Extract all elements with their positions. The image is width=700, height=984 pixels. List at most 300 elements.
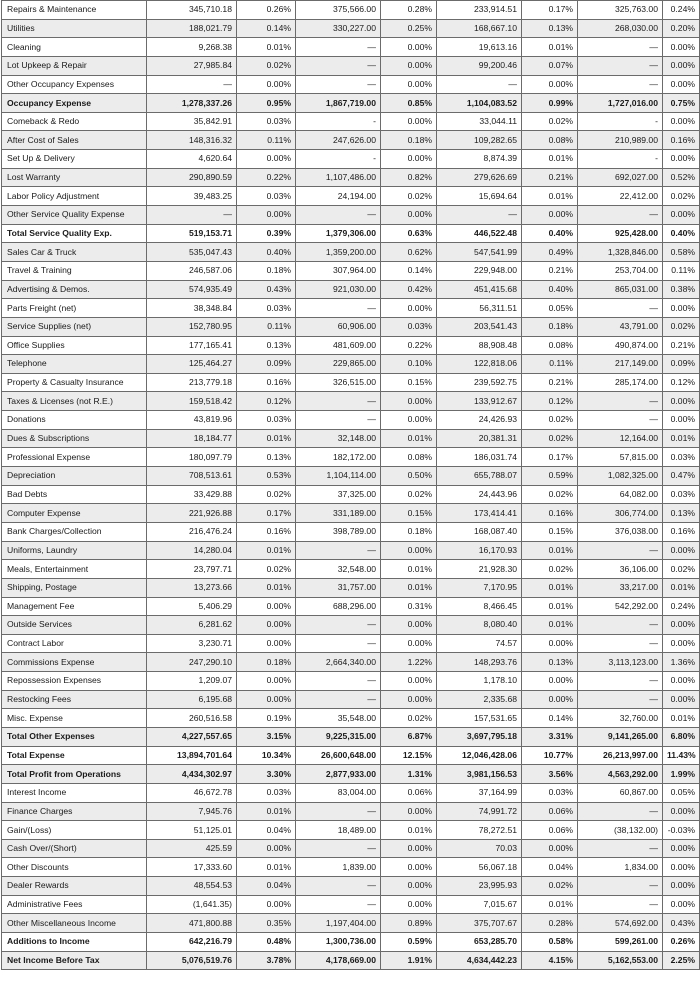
col-amount-2: — (296, 690, 381, 709)
row-label: Misc. Expense (2, 709, 147, 728)
col-amount-4: 36,106.00 (578, 560, 663, 579)
col-amount-1: 148,316.32 (147, 131, 237, 150)
col-percent-4: 0.03% (663, 485, 700, 504)
col-percent-1: 0.12% (237, 392, 296, 411)
col-amount-1: 38,348.84 (147, 299, 237, 318)
row-label: Contract Labor (2, 634, 147, 653)
col-percent-4: 0.00% (663, 616, 700, 635)
table-row (2, 709, 700, 728)
table-row (2, 299, 700, 318)
col-percent-4: 0.02% (663, 560, 700, 579)
col-amount-3: 1,104,083.52 (437, 94, 522, 113)
col-amount-3: 173,414.41 (437, 504, 522, 523)
col-amount-4: — (578, 839, 663, 858)
col-percent-1: 0.00% (237, 75, 296, 94)
col-percent-3: 0.03% (522, 783, 578, 802)
col-percent-2: 0.02% (381, 485, 437, 504)
col-amount-4: — (578, 56, 663, 75)
col-amount-3: 547,541.99 (437, 243, 522, 262)
row-label: Net Income Before Tax (2, 951, 147, 970)
col-amount-2: — (296, 411, 381, 430)
col-amount-3: 3,697,795.18 (437, 727, 522, 746)
table-row (2, 150, 700, 169)
col-percent-2: 0.06% (381, 783, 437, 802)
col-percent-2: 6.87% (381, 727, 437, 746)
col-percent-4: 0.13% (663, 504, 700, 523)
row-label: Set Up & Delivery (2, 150, 147, 169)
col-amount-3: 74.57 (437, 634, 522, 653)
col-amount-3: 12,046,428.06 (437, 746, 522, 765)
row-label: Repossession Expenses (2, 672, 147, 691)
col-percent-1: 0.03% (237, 299, 296, 318)
col-amount-1: 519,153.71 (147, 224, 237, 243)
row-label: Lost Warranty (2, 168, 147, 187)
col-amount-2: 35,548.00 (296, 709, 381, 728)
col-amount-2: 247,626.00 (296, 131, 381, 150)
table-row (2, 578, 700, 597)
col-amount-4: — (578, 802, 663, 821)
col-amount-4: — (578, 299, 663, 318)
row-label: Repairs & Maintenance (2, 1, 147, 20)
col-percent-2: 0.31% (381, 597, 437, 616)
col-percent-2: 0.02% (381, 709, 437, 728)
col-amount-3: 37,164.99 (437, 783, 522, 802)
col-amount-1: 27,985.84 (147, 56, 237, 75)
col-amount-2: 1,379,306.00 (296, 224, 381, 243)
col-amount-4: 253,704.00 (578, 261, 663, 280)
col-percent-2: 0.01% (381, 560, 437, 579)
col-amount-4: 1,834.00 (578, 858, 663, 877)
table-row (2, 206, 700, 225)
col-amount-2: 1,300,736.00 (296, 933, 381, 952)
col-amount-1: 43,819.96 (147, 411, 237, 430)
col-percent-4: 0.01% (663, 709, 700, 728)
col-amount-4: 64,082.00 (578, 485, 663, 504)
col-percent-4: 0.00% (663, 299, 700, 318)
col-percent-4: 2.25% (663, 951, 700, 970)
col-amount-4: 60,867.00 (578, 783, 663, 802)
col-percent-1: 0.11% (237, 131, 296, 150)
col-percent-1: 0.04% (237, 877, 296, 896)
table-row (2, 951, 700, 970)
col-percent-2: 0.01% (381, 429, 437, 448)
table-row (2, 597, 700, 616)
col-percent-2: 0.62% (381, 243, 437, 262)
row-label: Additions to Income (2, 933, 147, 952)
table-row (2, 355, 700, 374)
table-row (2, 467, 700, 486)
col-percent-2: 0.08% (381, 448, 437, 467)
col-amount-1: (1,641.35) (147, 895, 237, 914)
col-amount-3: 109,282.65 (437, 131, 522, 150)
col-amount-1: 4,620.64 (147, 150, 237, 169)
row-label: Computer Expense (2, 504, 147, 523)
col-percent-4: 0.00% (663, 672, 700, 691)
col-percent-4: 0.12% (663, 373, 700, 392)
col-percent-2: 0.82% (381, 168, 437, 187)
col-percent-4: 0.00% (663, 802, 700, 821)
col-amount-3: 70.03 (437, 839, 522, 858)
col-amount-3: 1,178.10 (437, 672, 522, 691)
col-percent-3: 0.00% (522, 690, 578, 709)
col-percent-4: 6.80% (663, 727, 700, 746)
col-amount-3: 15,694.64 (437, 187, 522, 206)
col-amount-1: 3,230.71 (147, 634, 237, 653)
table-row (2, 690, 700, 709)
col-percent-2: 0.85% (381, 94, 437, 113)
col-amount-1: 708,513.61 (147, 467, 237, 486)
col-amount-3: 186,031.74 (437, 448, 522, 467)
col-amount-1: 17,333.60 (147, 858, 237, 877)
col-amount-3: 3,981,156.53 (437, 765, 522, 784)
col-percent-1: 0.11% (237, 317, 296, 336)
col-amount-1: 9,268.38 (147, 38, 237, 57)
table-row (2, 933, 700, 952)
col-amount-3: 24,426.93 (437, 411, 522, 430)
col-percent-2: 0.00% (381, 206, 437, 225)
col-percent-2: 0.89% (381, 914, 437, 933)
col-amount-3: 8,466.45 (437, 597, 522, 616)
col-amount-2: — (296, 75, 381, 94)
col-percent-4: 0.16% (663, 522, 700, 541)
col-percent-1: 0.09% (237, 355, 296, 374)
col-amount-4: — (578, 75, 663, 94)
col-amount-2: 37,325.00 (296, 485, 381, 504)
col-percent-2: 0.00% (381, 877, 437, 896)
col-amount-2: — (296, 299, 381, 318)
col-amount-1: 180,097.79 (147, 448, 237, 467)
row-label: Bank Charges/Collection (2, 522, 147, 541)
col-amount-1: 14,280.04 (147, 541, 237, 560)
col-percent-3: 0.00% (522, 75, 578, 94)
col-percent-1: 0.17% (237, 504, 296, 523)
col-amount-1: 35,842.91 (147, 112, 237, 131)
col-percent-3: 0.00% (522, 206, 578, 225)
row-label: Meals, Entertainment (2, 560, 147, 579)
row-label: Travel & Training (2, 261, 147, 280)
col-amount-3: 33,044.11 (437, 112, 522, 131)
col-percent-1: 0.40% (237, 243, 296, 262)
table-row (2, 802, 700, 821)
col-amount-3: 16,170.93 (437, 541, 522, 560)
col-percent-3: 0.21% (522, 261, 578, 280)
col-amount-1: 6,281.62 (147, 616, 237, 635)
col-amount-3: 122,818.06 (437, 355, 522, 374)
col-amount-1: 290,890.59 (147, 168, 237, 187)
row-label: Cleaning (2, 38, 147, 57)
col-percent-2: 0.00% (381, 895, 437, 914)
col-percent-4: 0.47% (663, 467, 700, 486)
row-label: Donations (2, 411, 147, 430)
col-percent-2: 0.00% (381, 150, 437, 169)
col-amount-2: 229,865.00 (296, 355, 381, 374)
col-amount-3: 19,613.16 (437, 38, 522, 57)
col-percent-4: 0.00% (663, 839, 700, 858)
col-amount-1: 6,195.68 (147, 690, 237, 709)
row-label: Other Service Quality Expense (2, 206, 147, 225)
table-row (2, 821, 700, 840)
col-percent-4: 0.40% (663, 224, 700, 243)
col-amount-1: 188,021.79 (147, 19, 237, 38)
col-percent-4: 0.24% (663, 1, 700, 20)
col-amount-1: — (147, 206, 237, 225)
row-label: Cash Over/(Short) (2, 839, 147, 858)
col-percent-2: 0.00% (381, 672, 437, 691)
col-percent-1: 0.00% (237, 150, 296, 169)
col-percent-3: 0.21% (522, 168, 578, 187)
col-percent-3: 3.31% (522, 727, 578, 746)
row-label: Shipping, Postage (2, 578, 147, 597)
col-percent-3: 0.17% (522, 448, 578, 467)
col-percent-3: 0.00% (522, 672, 578, 691)
col-amount-4: — (578, 877, 663, 896)
col-percent-4: 0.00% (663, 634, 700, 653)
col-percent-4: 0.09% (663, 355, 700, 374)
col-percent-3: 0.07% (522, 56, 578, 75)
col-amount-2: 307,964.00 (296, 261, 381, 280)
col-amount-3: 7,170.95 (437, 578, 522, 597)
col-amount-4: 210,989.00 (578, 131, 663, 150)
row-label: Occupancy Expense (2, 94, 147, 113)
col-percent-2: 0.01% (381, 578, 437, 597)
col-percent-4: 0.02% (663, 317, 700, 336)
col-amount-3: 24,443.96 (437, 485, 522, 504)
col-percent-3: 0.02% (522, 877, 578, 896)
row-label: Total Profit from Operations (2, 765, 147, 784)
col-percent-2: 0.00% (381, 634, 437, 653)
col-amount-4: 285,174.00 (578, 373, 663, 392)
col-amount-4: 32,760.00 (578, 709, 663, 728)
table-row (2, 746, 700, 765)
row-label: Uniforms, Laundry (2, 541, 147, 560)
col-percent-3: 0.00% (522, 634, 578, 653)
col-amount-4: 542,292.00 (578, 597, 663, 616)
col-amount-2: 2,877,933.00 (296, 765, 381, 784)
table-row (2, 131, 700, 150)
col-amount-1: 18,184.77 (147, 429, 237, 448)
col-amount-3: 56,067.18 (437, 858, 522, 877)
col-amount-4: 376,038.00 (578, 522, 663, 541)
col-amount-2: 1,107,486.00 (296, 168, 381, 187)
table-row (2, 429, 700, 448)
col-amount-2: 1,359,200.00 (296, 243, 381, 262)
col-amount-1: 535,047.43 (147, 243, 237, 262)
col-amount-2: 326,515.00 (296, 373, 381, 392)
col-percent-2: 0.42% (381, 280, 437, 299)
col-percent-3: 0.21% (522, 373, 578, 392)
col-amount-3: 168,667.10 (437, 19, 522, 38)
col-amount-4: — (578, 206, 663, 225)
col-amount-2: - (296, 150, 381, 169)
col-amount-2: 1,104,114.00 (296, 467, 381, 486)
col-amount-3: 203,541.43 (437, 317, 522, 336)
col-amount-3: 168,087.40 (437, 522, 522, 541)
col-percent-4: 0.02% (663, 187, 700, 206)
col-percent-3: 0.17% (522, 1, 578, 20)
row-label: Outside Services (2, 616, 147, 635)
col-percent-2: 0.18% (381, 522, 437, 541)
col-amount-4: 268,030.00 (578, 19, 663, 38)
col-amount-4: 4,563,292.00 (578, 765, 663, 784)
col-amount-1: 1,209.07 (147, 672, 237, 691)
col-percent-2: 0.00% (381, 411, 437, 430)
col-amount-4: 325,763.00 (578, 1, 663, 20)
col-percent-1: 0.00% (237, 634, 296, 653)
col-percent-3: 0.99% (522, 94, 578, 113)
financial-statement (1, 0, 699, 970)
col-percent-1: 0.02% (237, 485, 296, 504)
table-row (2, 616, 700, 635)
row-label: Dues & Subscriptions (2, 429, 147, 448)
table-row (2, 224, 700, 243)
col-percent-4: 0.00% (663, 411, 700, 430)
col-percent-3: 0.40% (522, 280, 578, 299)
col-amount-4: 1,082,325.00 (578, 467, 663, 486)
col-percent-2: 0.00% (381, 392, 437, 411)
col-percent-4: 0.26% (663, 933, 700, 952)
col-amount-1: 5,406.29 (147, 597, 237, 616)
row-label: Administrative Fees (2, 895, 147, 914)
col-percent-2: 1.91% (381, 951, 437, 970)
col-percent-3: 0.00% (522, 839, 578, 858)
row-label: Office Supplies (2, 336, 147, 355)
col-amount-2: — (296, 839, 381, 858)
col-amount-2: 182,172.00 (296, 448, 381, 467)
col-percent-3: 0.06% (522, 821, 578, 840)
col-percent-3: 0.11% (522, 355, 578, 374)
col-amount-3: 157,531.65 (437, 709, 522, 728)
col-percent-2: 0.00% (381, 299, 437, 318)
col-percent-2: 0.00% (381, 616, 437, 635)
col-percent-3: 0.58% (522, 933, 578, 952)
col-amount-4: (38,132.00) (578, 821, 663, 840)
col-percent-4: 0.16% (663, 131, 700, 150)
col-percent-3: 0.01% (522, 895, 578, 914)
row-label: Professional Expense (2, 448, 147, 467)
col-amount-1: 13,273.66 (147, 578, 237, 597)
col-percent-3: 0.01% (522, 187, 578, 206)
col-amount-2: — (296, 895, 381, 914)
col-amount-4: 12,164.00 (578, 429, 663, 448)
col-amount-2: 31,757.00 (296, 578, 381, 597)
col-amount-2: 1,197,404.00 (296, 914, 381, 933)
col-percent-4: 0.00% (663, 38, 700, 57)
col-percent-1: 0.01% (237, 541, 296, 560)
table-row (2, 1, 700, 20)
col-percent-1: 0.02% (237, 560, 296, 579)
col-percent-3: 0.01% (522, 38, 578, 57)
col-percent-3: 0.06% (522, 802, 578, 821)
col-percent-3: 0.12% (522, 392, 578, 411)
col-amount-4: 490,874.00 (578, 336, 663, 355)
col-amount-1: 13,894,701.64 (147, 746, 237, 765)
col-percent-4: 0.52% (663, 168, 700, 187)
col-amount-4: 692,027.00 (578, 168, 663, 187)
col-percent-1: 0.02% (237, 56, 296, 75)
col-percent-2: 0.01% (381, 821, 437, 840)
col-amount-2: 375,566.00 (296, 1, 381, 20)
col-percent-1: 10.34% (237, 746, 296, 765)
col-percent-1: 0.95% (237, 94, 296, 113)
col-amount-1: 125,464.27 (147, 355, 237, 374)
col-amount-2: 32,548.00 (296, 560, 381, 579)
col-amount-2: 331,189.00 (296, 504, 381, 523)
col-amount-1: 5,076,519.76 (147, 951, 237, 970)
table-row (2, 243, 700, 262)
row-label: Other Discounts (2, 858, 147, 877)
table-row (2, 634, 700, 653)
col-percent-4: -0.03% (663, 821, 700, 840)
col-amount-1: 48,554.53 (147, 877, 237, 896)
col-amount-4: — (578, 672, 663, 691)
table-row (2, 877, 700, 896)
col-percent-3: 0.14% (522, 709, 578, 728)
col-percent-4: 0.38% (663, 280, 700, 299)
col-amount-4: - (578, 112, 663, 131)
col-percent-4: 0.01% (663, 429, 700, 448)
col-amount-3: 23,995.93 (437, 877, 522, 896)
col-percent-1: 0.00% (237, 839, 296, 858)
col-amount-4: 26,213,997.00 (578, 746, 663, 765)
table-row (2, 727, 700, 746)
col-percent-3: 10.77% (522, 746, 578, 765)
col-amount-3: 229,948.00 (437, 261, 522, 280)
col-percent-2: 0.00% (381, 75, 437, 94)
col-amount-4: — (578, 38, 663, 57)
col-amount-1: 221,926.88 (147, 504, 237, 523)
table-row (2, 858, 700, 877)
col-percent-4: 0.05% (663, 783, 700, 802)
col-percent-1: 0.03% (237, 112, 296, 131)
col-percent-1: 0.13% (237, 336, 296, 355)
col-percent-2: 0.59% (381, 933, 437, 952)
col-amount-2: 60,906.00 (296, 317, 381, 336)
col-amount-3: 239,592.75 (437, 373, 522, 392)
row-label: Restocking Fees (2, 690, 147, 709)
col-percent-4: 0.11% (663, 261, 700, 280)
col-amount-1: 216,476.24 (147, 522, 237, 541)
col-percent-3: 0.15% (522, 522, 578, 541)
col-amount-4: 574,692.00 (578, 914, 663, 933)
table-row (2, 392, 700, 411)
col-amount-3: 451,415.68 (437, 280, 522, 299)
col-percent-3: 0.02% (522, 112, 578, 131)
col-amount-2: 1,867,719.00 (296, 94, 381, 113)
col-amount-1: 345,710.18 (147, 1, 237, 20)
col-percent-1: 0.18% (237, 261, 296, 280)
col-amount-3: — (437, 206, 522, 225)
col-percent-1: 0.00% (237, 895, 296, 914)
table-row (2, 504, 700, 523)
col-percent-3: 0.02% (522, 485, 578, 504)
col-amount-4: — (578, 392, 663, 411)
table-row (2, 783, 700, 802)
col-amount-1: 23,797.71 (147, 560, 237, 579)
col-amount-2: — (296, 56, 381, 75)
col-amount-1: 247,290.10 (147, 653, 237, 672)
col-percent-1: 0.43% (237, 280, 296, 299)
col-amount-2: 1,839.00 (296, 858, 381, 877)
col-percent-2: 0.00% (381, 56, 437, 75)
col-amount-3: 446,522.48 (437, 224, 522, 243)
table-row (2, 914, 700, 933)
col-amount-3: 99,200.46 (437, 56, 522, 75)
col-amount-4: 43,791.00 (578, 317, 663, 336)
col-percent-3: 3.56% (522, 765, 578, 784)
col-percent-1: 0.03% (237, 187, 296, 206)
col-percent-1: 0.39% (237, 224, 296, 243)
col-percent-4: 0.00% (663, 206, 700, 225)
